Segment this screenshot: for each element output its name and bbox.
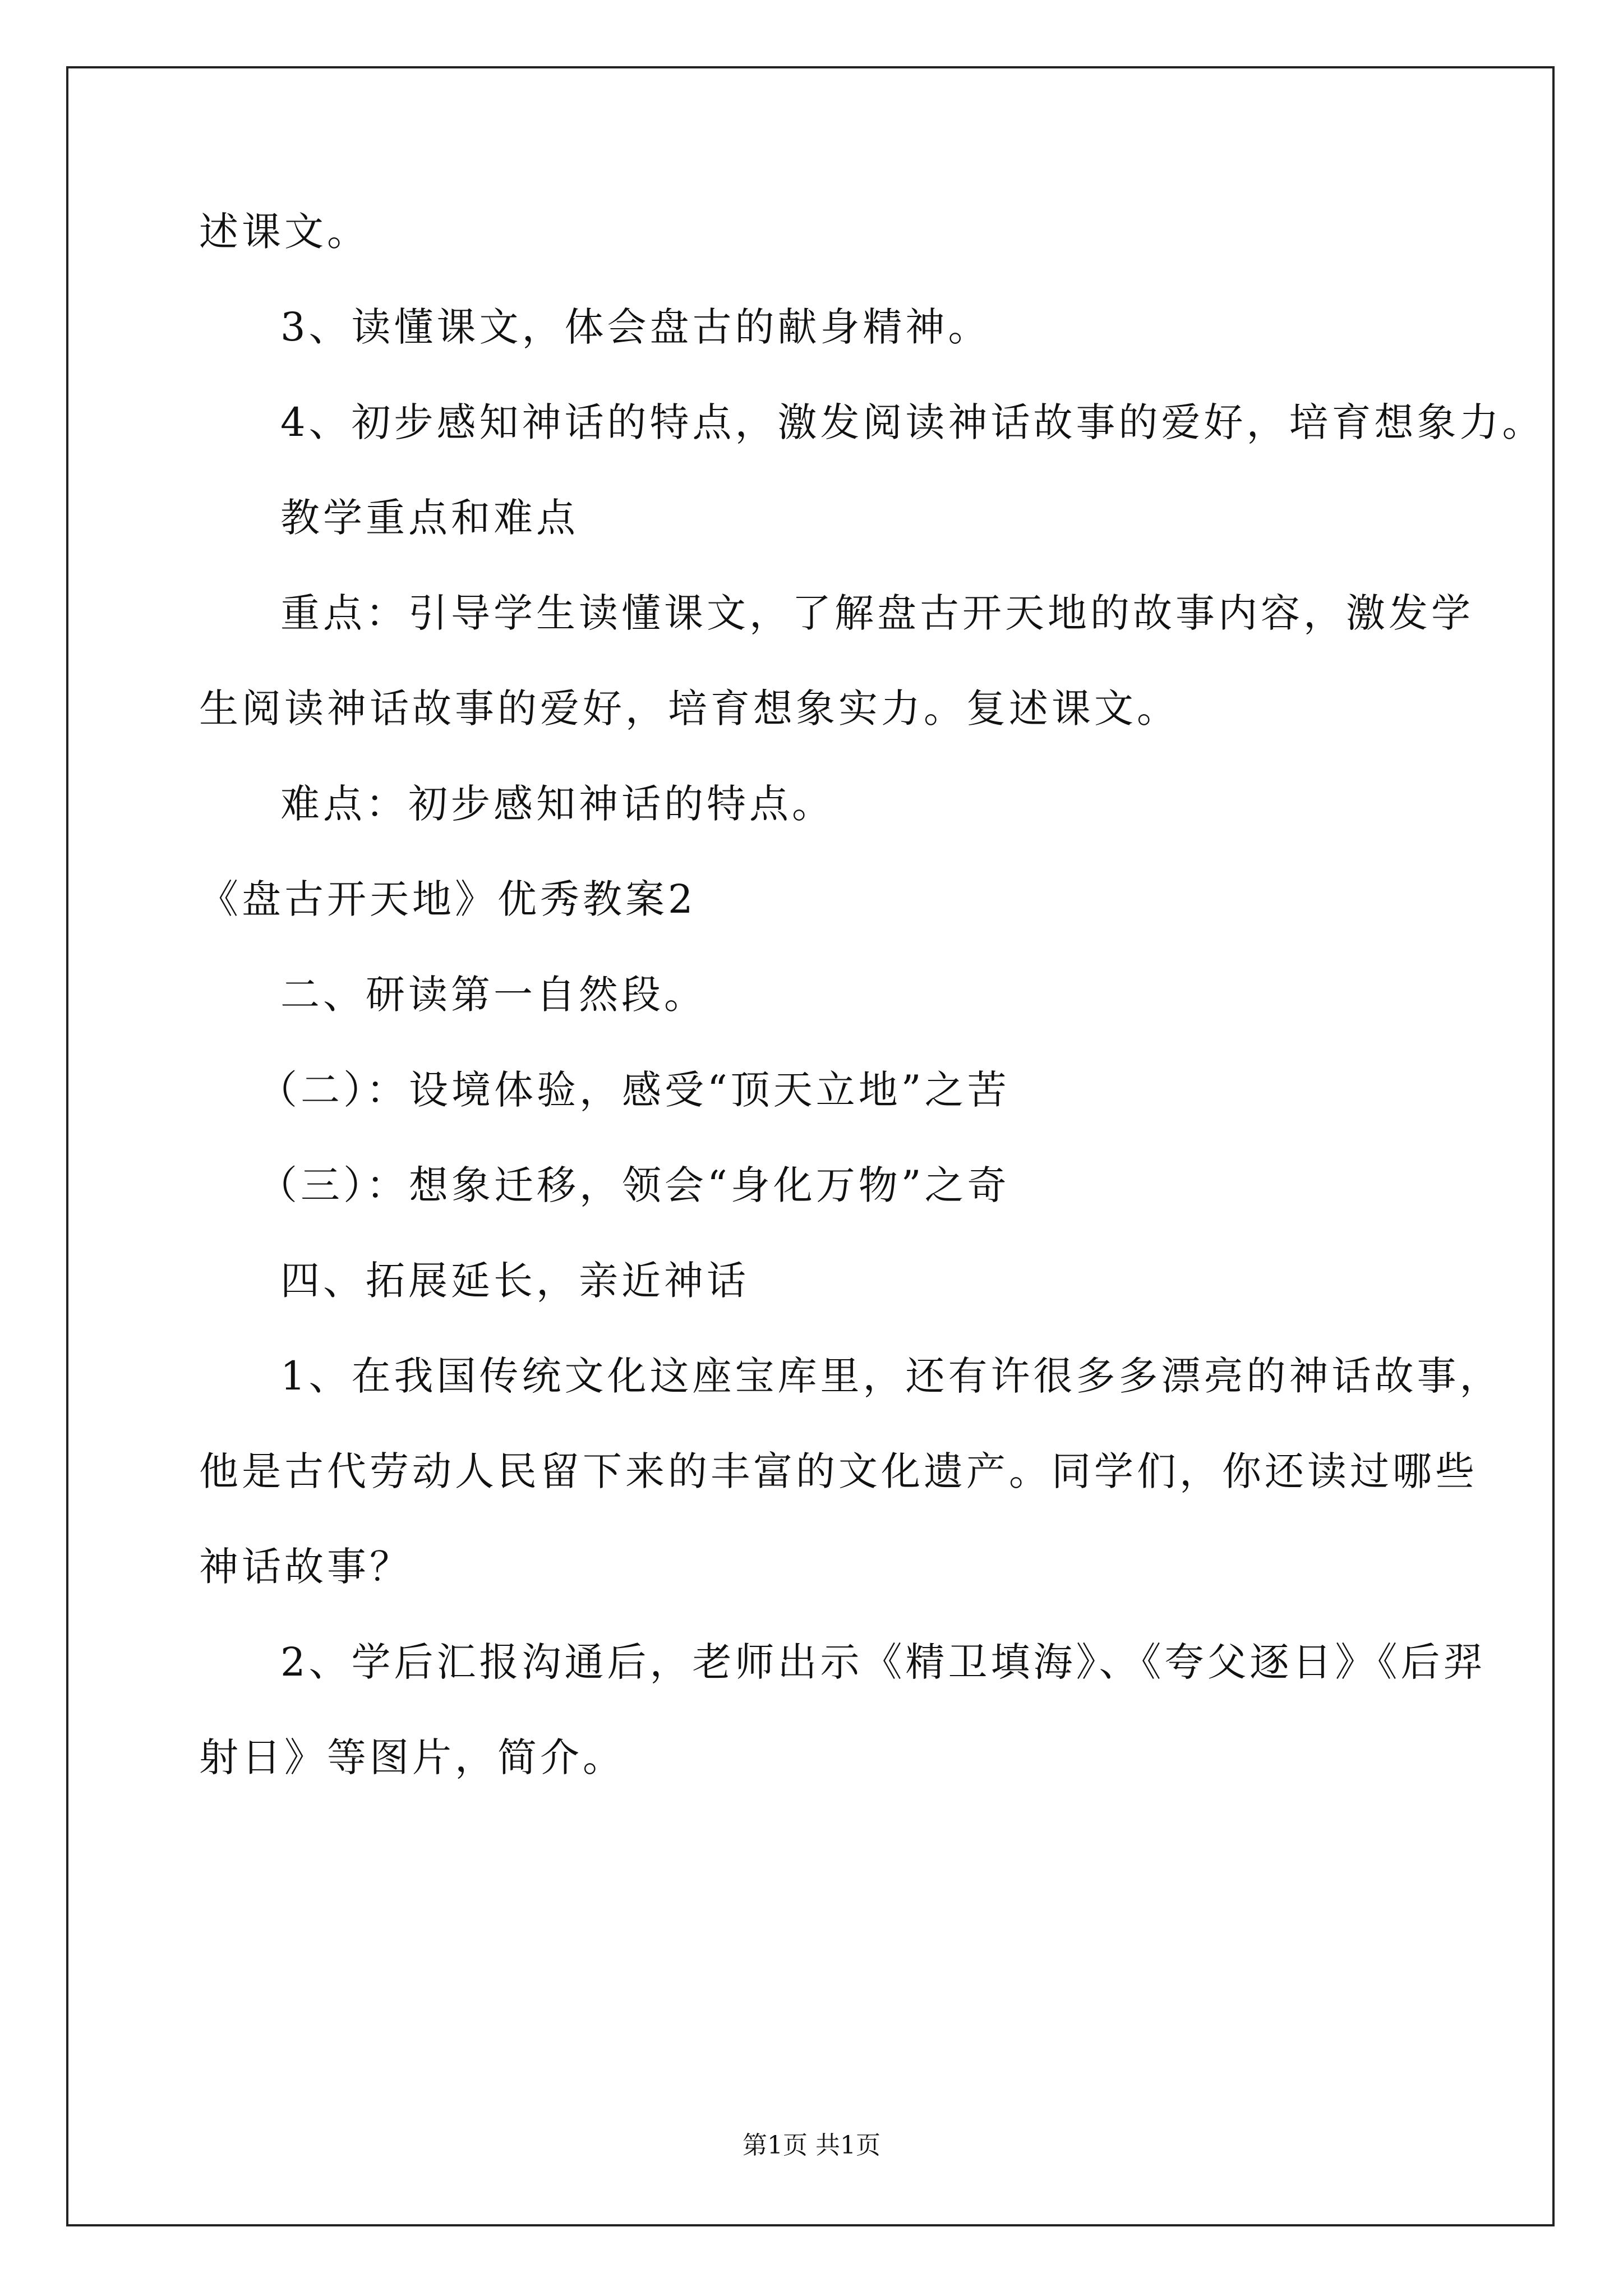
text-line: 1、在我国传统文化这座宝库里，还有许很多多漂亮的神话故事， xyxy=(280,1353,1502,1399)
text-line: 述课文。 xyxy=(199,209,370,255)
text-line: 生阅读神话故事的爱好，培育想象实力。复述课文。 xyxy=(199,685,1179,731)
document-title: 《盘古开天地》优秀教案2 xyxy=(199,876,697,922)
section-heading: 教学重点和难点 xyxy=(280,495,579,541)
text-line: 四、拓展延长，亲近神话 xyxy=(280,1258,749,1304)
text-line: 2、学后汇报沟通后，老师出示《精卫填海》、《夸父逐日》《后羿 xyxy=(280,1639,1486,1685)
text-line: （二）：设境体验，感受“顶天立地”之苦 xyxy=(258,1067,1010,1113)
page-border xyxy=(66,66,1555,2226)
page-footer: 第1页 共1页 xyxy=(743,2131,880,2160)
text-line: 难点：初步感知神话的特点。 xyxy=(280,781,834,827)
text-line: （三）：想象迁移，领会“身化万物”之奇 xyxy=(258,1162,1010,1208)
text-line: 他是古代劳动人民留下来的丰富的文化遗产。同学们，你还读过哪些 xyxy=(199,1448,1478,1494)
text-line: 射日》等图片，简介。 xyxy=(199,1734,625,1780)
text-line: 4、初步感知神话的特点，激发阅读神话故事的爱好，培育想象力。 xyxy=(280,399,1545,445)
text-line: 神话故事？ xyxy=(199,1544,412,1590)
text-line: 重点：引导学生读懂课文，了解盘古开天地的故事内容，激发学 xyxy=(280,590,1474,636)
text-line: 3、读懂课文，体会盘古的献身精神。 xyxy=(280,304,991,350)
text-line: 二、研读第一自然段。 xyxy=(280,972,707,1018)
